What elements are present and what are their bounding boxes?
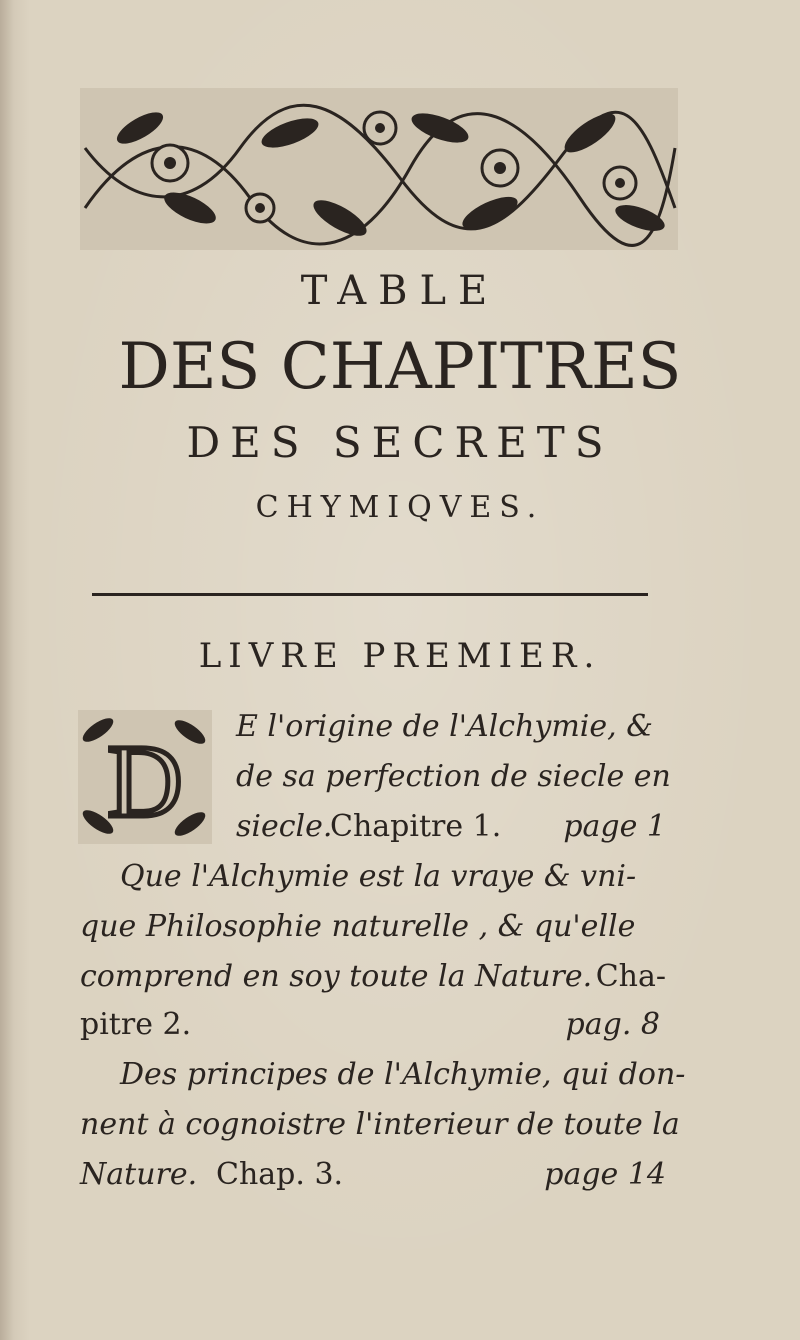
entry-1-line-1: E l'origine de l'Alchymie, & [236,709,653,744]
entry-2-line-3: comprend en soy toute la Nature. [80,959,593,994]
entry-3-page: page 14 [544,1157,666,1192]
entry-2-chapter-part-a: Cha- [595,959,666,994]
entry-1-chapter: Chapitre 1. [330,809,502,844]
entry-1-line-3: siecle. [236,809,333,844]
entry-1-page: page 1 [563,809,666,844]
floral-ornament-band [80,88,678,250]
title-line-4: CHYMIQVES. [255,490,545,525]
dropcap-letter: D [107,724,183,839]
title-line-3: DES SECRETS [186,418,614,467]
entry-2-chapter-part-b: pitre 2. [80,1007,192,1042]
entry-3-line-2: nent à cognoistre l'interieur de toute la [80,1107,680,1142]
horizontal-rule [92,593,648,596]
entry-1-line-2: de sa perfection de siecle en [236,759,671,794]
entry-2-page: pag. 8 [565,1007,660,1042]
title-line-1: TABLE [300,268,500,314]
entry-3-line-1: Des principes de l'Alchymie, qui don- [120,1057,686,1092]
dropcap-ornament [78,710,212,844]
entry-2-line-1: Que l'Alchymie est la vraye & vni- [120,859,637,894]
entry-3-chapter: Chap. 3. [216,1157,344,1192]
entry-3-line-3: Nature. [80,1157,198,1192]
entry-2-line-2: que Philosophie naturelle , & qu'elle [80,909,636,944]
title-line-2: DES CHAPITRES [118,330,682,404]
book-heading: LIVRE PREMIER. [198,636,602,676]
